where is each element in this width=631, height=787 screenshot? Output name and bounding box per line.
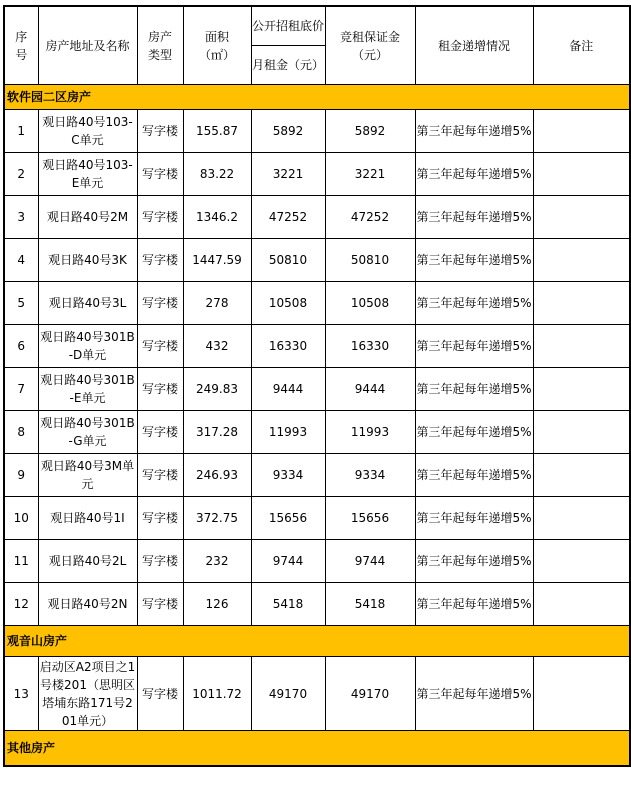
cell-rent: 5418 xyxy=(251,583,325,626)
cell-area: 278 xyxy=(183,282,251,325)
header-deposit xyxy=(325,6,415,85)
table-row xyxy=(4,110,630,153)
cell-rent: 9444 xyxy=(251,368,325,411)
table-row xyxy=(4,196,630,239)
table-row xyxy=(4,540,630,583)
cell-rent: 10508 xyxy=(251,282,325,325)
cell-no: 3 xyxy=(4,196,38,239)
cell-area: 83.22 xyxy=(183,153,251,196)
cell-address: 观日路40号1I xyxy=(38,497,137,540)
cell-deposit: 5892 xyxy=(325,110,415,153)
cell-area: 432 xyxy=(183,325,251,368)
section-row xyxy=(4,85,630,110)
table-row xyxy=(4,657,630,731)
header-address: 房产地址及名称 xyxy=(38,6,137,85)
cell-increase: 第三年起每年递增5% xyxy=(415,239,533,282)
cell-increase: 第三年起每年递增5% xyxy=(415,497,533,540)
cell-increase: 第三年起每年递增5% xyxy=(415,657,533,731)
cell-area: 372.75 xyxy=(183,497,251,540)
cell-remark xyxy=(533,325,630,368)
table-row xyxy=(4,368,630,411)
table-row xyxy=(4,497,630,540)
cell-no: 4 xyxy=(4,239,38,282)
header-bid-price: 公开招租底价 xyxy=(251,6,325,46)
cell-type: 写字楼 xyxy=(137,583,183,626)
cell-type: 写字楼 xyxy=(137,368,183,411)
cell-no: 2 xyxy=(4,153,38,196)
header-deposit-line1: 竞租保证金 xyxy=(339,29,400,44)
cell-increase: 第三年起每年递增5% xyxy=(415,540,533,583)
table-header xyxy=(4,6,630,85)
cell-type: 写字楼 xyxy=(137,110,183,153)
cell-type: 写字楼 xyxy=(137,153,183,196)
cell-increase: 第三年起每年递增5% xyxy=(415,454,533,497)
cell-no: 13 xyxy=(4,657,38,731)
cell-remark xyxy=(533,583,630,626)
table-row xyxy=(4,153,630,196)
cell-no: 7 xyxy=(4,368,38,411)
property-rental-table xyxy=(3,5,631,767)
cell-increase: 第三年起每年递增5% xyxy=(415,153,533,196)
cell-rent: 5892 xyxy=(251,110,325,153)
cell-deposit: 50810 xyxy=(325,239,415,282)
cell-type: 写字楼 xyxy=(137,411,183,454)
cell-area: 1011.72 xyxy=(183,657,251,731)
header-area-line2: （㎡） xyxy=(198,47,235,62)
header-remark: 备注 xyxy=(533,6,630,85)
cell-address: 启动区A2项目之1号楼201（思明区塔埔东路171号201单元） xyxy=(38,657,137,731)
cell-type: 写字楼 xyxy=(137,239,183,282)
cell-address: 观日路40号2N xyxy=(38,583,137,626)
cell-area: 1447.59 xyxy=(183,239,251,282)
cell-area: 1346.2 xyxy=(183,196,251,239)
cell-rent: 11993 xyxy=(251,411,325,454)
cell-address: 观日路40号2M xyxy=(38,196,137,239)
table-row xyxy=(4,583,630,626)
table-body xyxy=(4,85,630,767)
header-deposit-line2: （元） xyxy=(351,47,388,62)
cell-remark xyxy=(533,153,630,196)
cell-deposit: 9334 xyxy=(325,454,415,497)
cell-rent: 15656 xyxy=(251,497,325,540)
cell-remark xyxy=(533,282,630,325)
cell-remark xyxy=(533,110,630,153)
cell-increase: 第三年起每年递增5% xyxy=(415,196,533,239)
cell-address: 观日路40号103-C单元 xyxy=(38,110,137,153)
header-type-label: 房产类型 xyxy=(148,29,173,62)
cell-type: 写字楼 xyxy=(137,540,183,583)
cell-remark xyxy=(533,196,630,239)
cell-increase: 第三年起每年递增5% xyxy=(415,282,533,325)
cell-deposit: 11993 xyxy=(325,411,415,454)
cell-rent: 9334 xyxy=(251,454,325,497)
cell-address: 观日路40号2L xyxy=(38,540,137,583)
cell-increase: 第三年起每年递增5% xyxy=(415,411,533,454)
header-monthly-rent: 月租金（元） xyxy=(251,46,325,85)
cell-remark xyxy=(533,540,630,583)
cell-remark xyxy=(533,239,630,282)
cell-rent: 3221 xyxy=(251,153,325,196)
cell-no: 5 xyxy=(4,282,38,325)
cell-area: 249.83 xyxy=(183,368,251,411)
cell-no: 8 xyxy=(4,411,38,454)
header-row-top xyxy=(4,6,630,46)
cell-rent: 9744 xyxy=(251,540,325,583)
table-row xyxy=(4,325,630,368)
section-title: 其他房产 xyxy=(4,731,630,767)
cell-deposit: 3221 xyxy=(325,153,415,196)
cell-no: 10 xyxy=(4,497,38,540)
cell-no: 11 xyxy=(4,540,38,583)
header-area-line1: 面积 xyxy=(204,29,229,44)
cell-rent: 16330 xyxy=(251,325,325,368)
section-title: 软件园二区房产 xyxy=(4,85,630,110)
section-row xyxy=(4,626,630,657)
cell-area: 232 xyxy=(183,540,251,583)
cell-address: 观日路40号3L xyxy=(38,282,137,325)
cell-address: 观日路40号3K xyxy=(38,239,137,282)
cell-deposit: 15656 xyxy=(325,497,415,540)
section-row xyxy=(4,731,630,767)
cell-no: 9 xyxy=(4,454,38,497)
cell-type: 写字楼 xyxy=(137,282,183,325)
table-row xyxy=(4,282,630,325)
cell-increase: 第三年起每年递增5% xyxy=(415,325,533,368)
cell-address: 观日路40号103-E单元 xyxy=(38,153,137,196)
cell-no: 6 xyxy=(4,325,38,368)
cell-remark xyxy=(533,411,630,454)
header-increase: 租金递增情况 xyxy=(415,6,533,85)
cell-no: 12 xyxy=(4,583,38,626)
cell-area: 317.28 xyxy=(183,411,251,454)
cell-address: 观日路40号301B-E单元 xyxy=(38,368,137,411)
cell-area: 246.93 xyxy=(183,454,251,497)
header-area xyxy=(183,6,251,85)
cell-rent: 50810 xyxy=(251,239,325,282)
cell-remark xyxy=(533,497,630,540)
cell-deposit: 10508 xyxy=(325,282,415,325)
cell-address: 观日路40号301B-D单元 xyxy=(38,325,137,368)
cell-address: 观日路40号301B-G单元 xyxy=(38,411,137,454)
cell-deposit: 5418 xyxy=(325,583,415,626)
cell-remark xyxy=(533,368,630,411)
cell-increase: 第三年起每年递增5% xyxy=(415,110,533,153)
table-row xyxy=(4,239,630,282)
table-row xyxy=(4,411,630,454)
cell-no: 1 xyxy=(4,110,38,153)
cell-deposit: 9444 xyxy=(325,368,415,411)
cell-area: 155.87 xyxy=(183,110,251,153)
cell-type: 写字楼 xyxy=(137,454,183,497)
cell-deposit: 49170 xyxy=(325,657,415,731)
cell-deposit: 16330 xyxy=(325,325,415,368)
cell-remark xyxy=(533,657,630,731)
cell-address: 观日路40号3M单元 xyxy=(38,454,137,497)
cell-type: 写字楼 xyxy=(137,325,183,368)
section-title: 观音山房产 xyxy=(4,626,630,657)
cell-deposit: 47252 xyxy=(325,196,415,239)
header-type xyxy=(137,6,183,85)
cell-increase: 第三年起每年递增5% xyxy=(415,368,533,411)
table-row xyxy=(4,454,630,497)
cell-deposit: 9744 xyxy=(325,540,415,583)
cell-type: 写字楼 xyxy=(137,657,183,731)
cell-remark xyxy=(533,454,630,497)
cell-increase: 第三年起每年递增5% xyxy=(415,583,533,626)
cell-area: 126 xyxy=(183,583,251,626)
cell-type: 写字楼 xyxy=(137,196,183,239)
cell-rent: 47252 xyxy=(251,196,325,239)
header-seq-label: 序号 xyxy=(15,29,28,62)
cell-type: 写字楼 xyxy=(137,497,183,540)
cell-rent: 49170 xyxy=(251,657,325,731)
header-seq xyxy=(4,6,38,85)
